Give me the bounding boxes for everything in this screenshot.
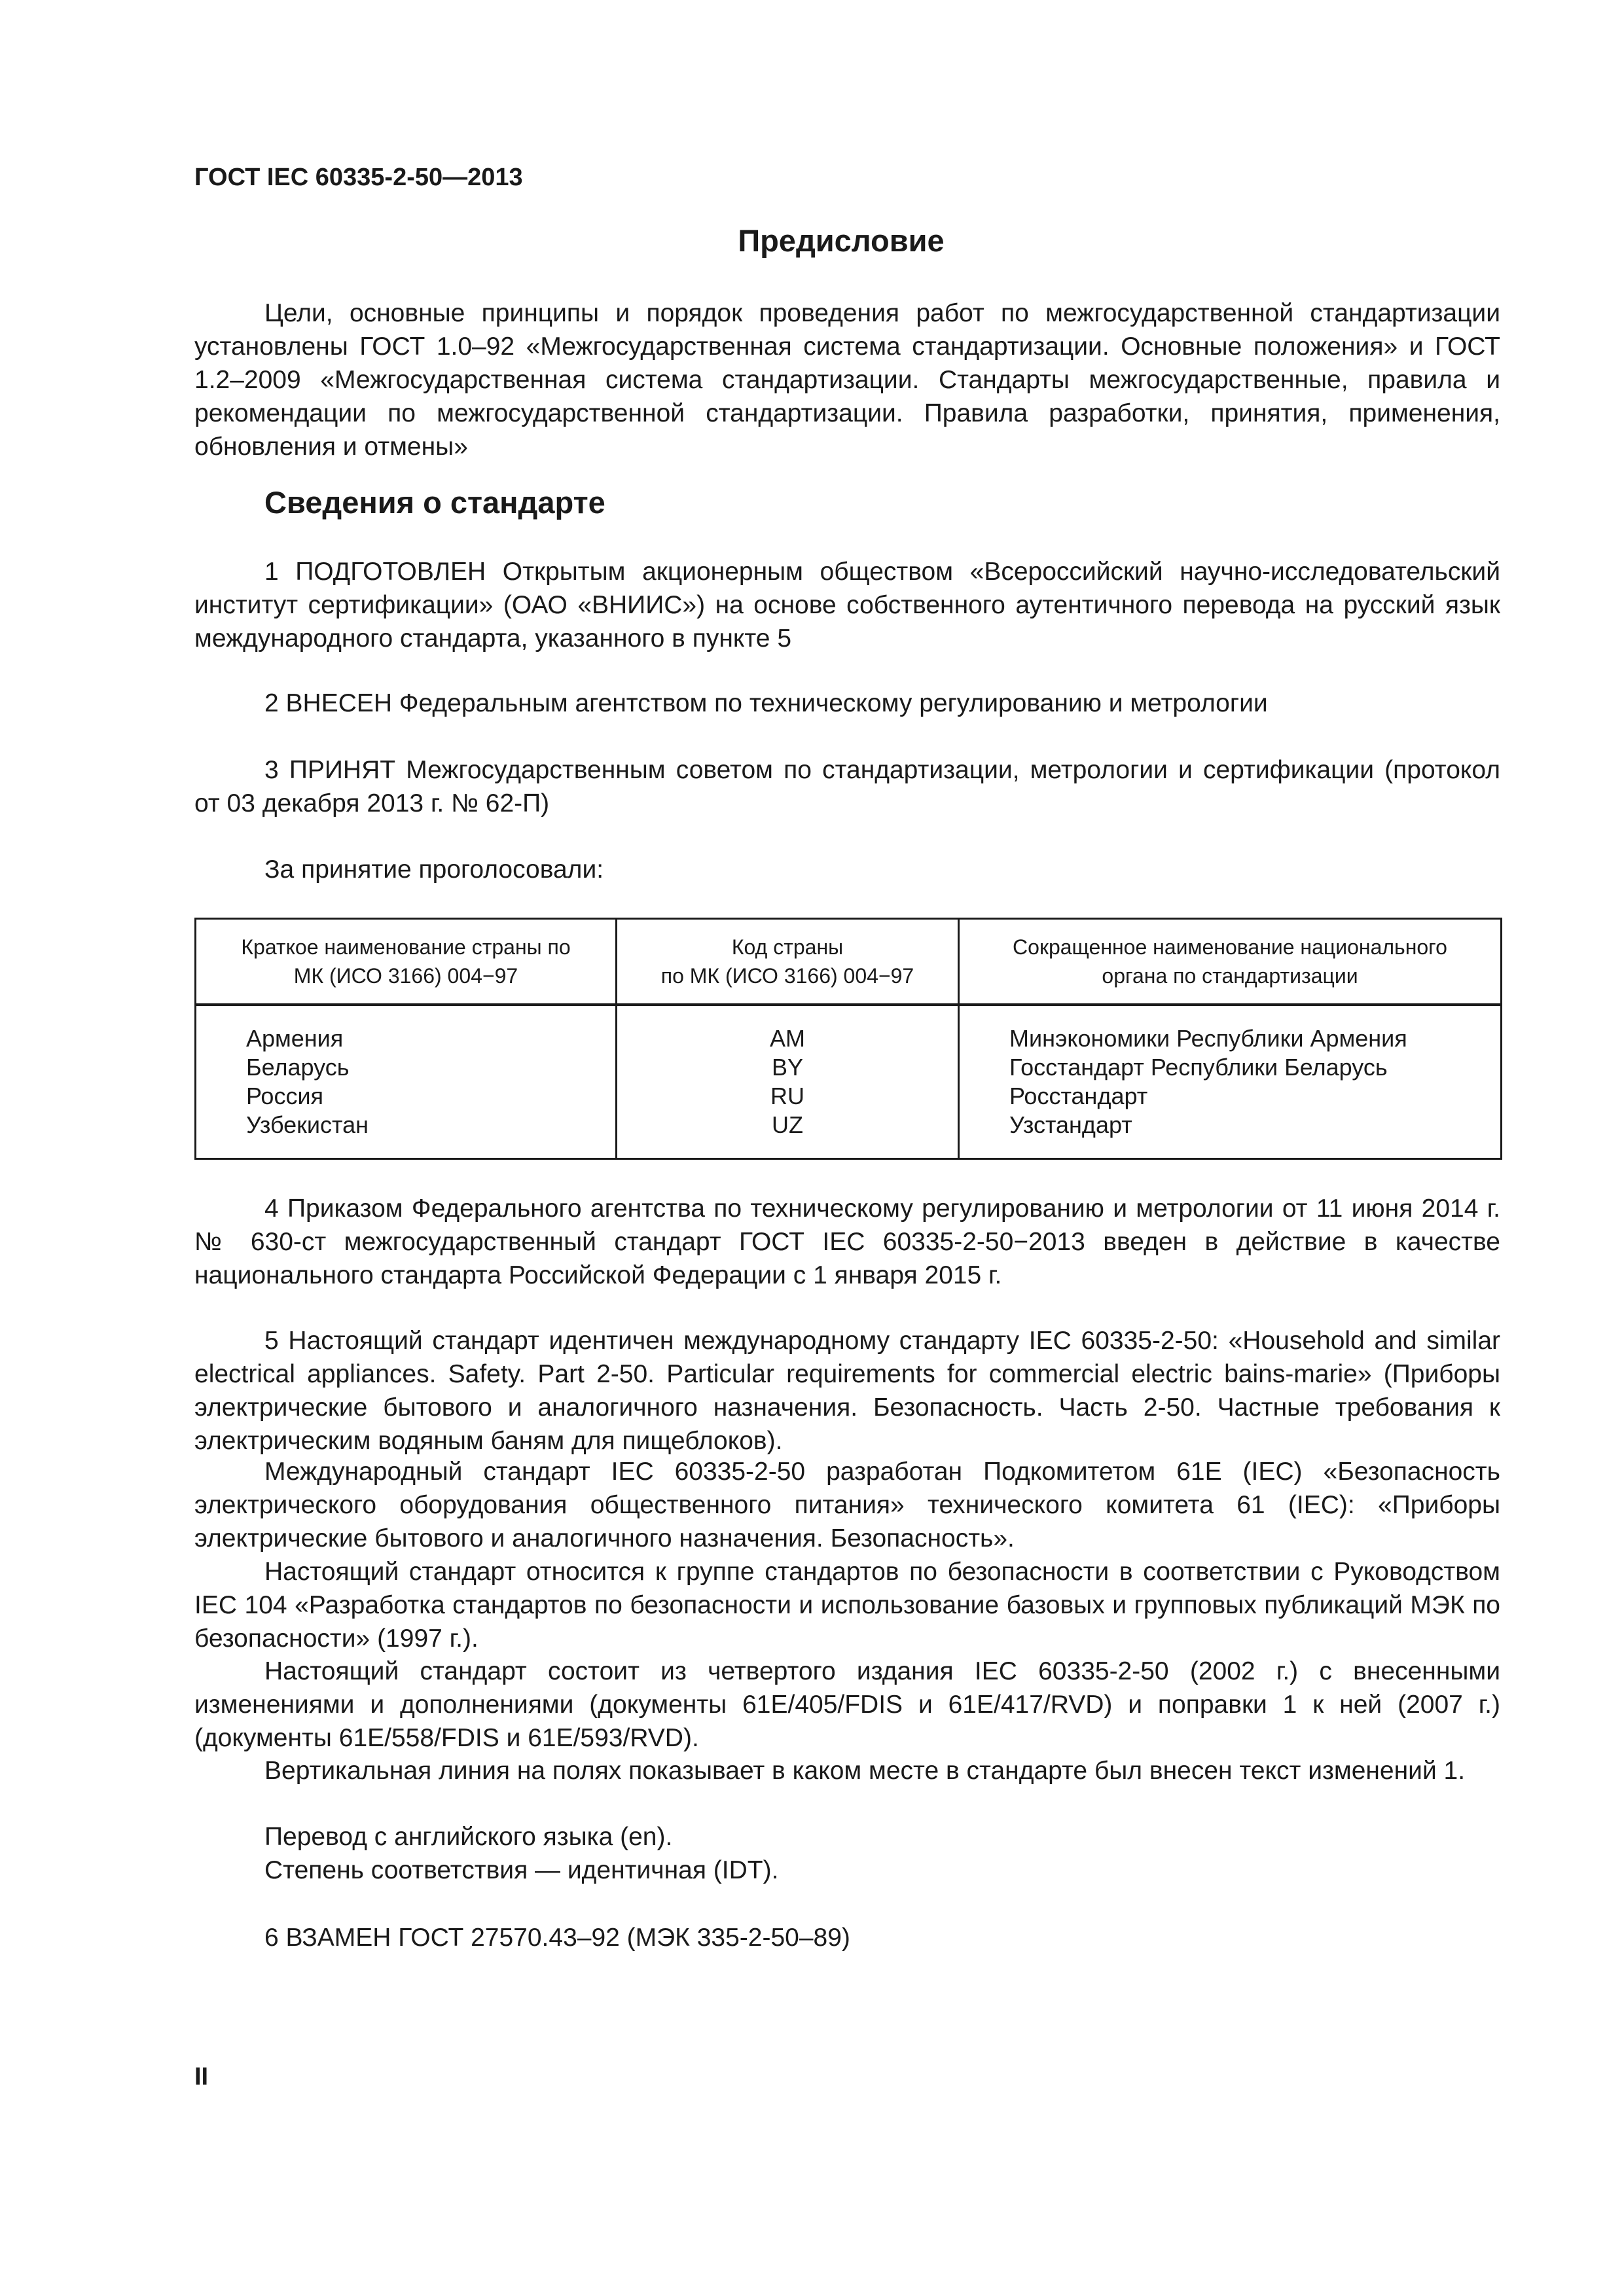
foreword-heading: Предисловие — [738, 223, 945, 258]
voted-label: За принятие проголосовали: — [264, 855, 604, 884]
info-item-5-paragraph: Перевод с английского языка (en). — [264, 1823, 673, 1851]
info-item-3: 3 ПРИНЯТ Межгосударственным советом по стандартизации, метрологии и сертификации (протокол от 03 декабря 2013 г. № 62-П) — [194, 756, 1500, 817]
country-name: Россия — [246, 1083, 324, 1109]
table-row — [196, 1005, 1502, 1159]
table-header-code: Код страны по МК (ИСО 3166) 004−97 — [617, 919, 959, 1005]
table-header-row — [196, 919, 1502, 1005]
country-name: Узбекистан — [246, 1111, 369, 1138]
info-item-5-paragraph: Настоящий стандарт относится к группе стандартов по безопасности в соответствии с Руководством IEC 104 «Разработка стандартов по безопасности и использование базовых и групповых публикаций МЭК по безопасности» (1997 г.). — [194, 1558, 1500, 1653]
country-code: UZ — [772, 1111, 803, 1138]
info-item-4: 4 Приказом Федерального агентства по техническому регулированию и метрологии от 11 июня 2014 г. № 630-ст межгосударственный стандарт ГОСТ IEC 60335-2-50−2013 введен в действие в качестве национального стандарта Российской Федерации с 1 января 2015 г. — [194, 1194, 1500, 1289]
page-number: II — [194, 2063, 209, 2090]
standards-body: Госстандарт Республики Беларусь — [1009, 1054, 1388, 1081]
standard-info-heading: Сведения о стандарте — [264, 485, 605, 520]
country-code: RU — [770, 1083, 804, 1109]
info-item-5: 5 Настоящий стандарт идентичен международному стандарту IEC 60335-2-50: «Household and similar electrical appliances. Safety. Part 2-50. Particular requirements for commercial electric bains-marie» (Приборы электрические бытового и аналогичного назначения. Безопасность. Часть 2-50. Частные требования к электрическим водяным баням для пищеблоков). — [194, 1327, 1500, 1455]
info-item-5-paragraph: Настоящий стандарт состоит из четвертого издания IEC 60335-2-50 (2002 г.) с внесенными изменениями и дополнениями (документы 61E/405/FDIS и 61E/417/RVD) и поправки 1 к ней (2007 г.) (документы 61E/558/FDIS и 61E/593/RVD). — [194, 1657, 1500, 1752]
info-item-5-paragraph: Вертикальная линия на полях показывает в каком месте в стандарте был внесен текст изменений 1. — [264, 1757, 1466, 1785]
standards-body: Узстандарт — [1009, 1111, 1132, 1138]
info-item-6: 6 ВЗАМЕН ГОСТ 27570.43–92 (МЭК 335-2-50–89) — [264, 1924, 850, 1952]
info-item-2: 2 ВНЕСЕН Федеральным агентством по техническому регулированию и метрологии — [264, 689, 1268, 717]
country-name: Армения — [246, 1025, 344, 1052]
member-countries-table — [194, 918, 1502, 1160]
body-column — [959, 1005, 1502, 1159]
country-code: AM — [770, 1025, 805, 1052]
foreword-paragraph: Цели, основные принципы и порядок проведения работ по межгосударственной стандартизации установлены ГОСТ 1.0–92 «Межгосударственная система стандартизации. Основные положения» и ГОСТ 1.2–2009 «Межгосударственная система стандартизации. Стандарты межгосударственные, правила и рекомендации по межгосударственной стандартизации. Правила разработки, принятия, применения, обновления и отмены» — [194, 299, 1500, 461]
standards-body: Росстандарт — [1009, 1083, 1148, 1109]
country-code: BY — [771, 1054, 804, 1081]
info-item-5-paragraph: Международный стандарт IEC 60335-2-50 разработан Подкомитетом 61E (IEC) «Безопасность электрического оборудования общественного питания» технического комитета 61 (IEC): «Приборы электрические бытового и аналогичного назначения. Безопасность». — [194, 1458, 1500, 1552]
standards-body: Минэкономики Республики Армения — [1009, 1025, 1407, 1052]
info-item-5-paragraph: Степень соответствия — идентичная (IDT). — [264, 1856, 779, 1884]
info-item-1: 1 ПОДГОТОВЛЕН Открытым акционерным обществом «Всероссийский научно-исследовательский институт сертификации» (ОАО «ВНИИС») на основе собственного аутентичного перевода на русский язык международного стандарта, указанного в пункте 5 — [194, 558, 1500, 653]
code-column — [617, 1005, 959, 1159]
table-header-body: Сокращенное наименование национального органа по стандартизации — [959, 919, 1502, 1005]
country-column — [196, 1005, 617, 1159]
table-header-country: Краткое наименование страны по МК (ИСО 3166) 004−97 — [196, 919, 617, 1005]
country-name: Беларусь — [246, 1054, 350, 1081]
document-code: ГОСТ IEC 60335-2-50—2013 — [194, 164, 523, 191]
